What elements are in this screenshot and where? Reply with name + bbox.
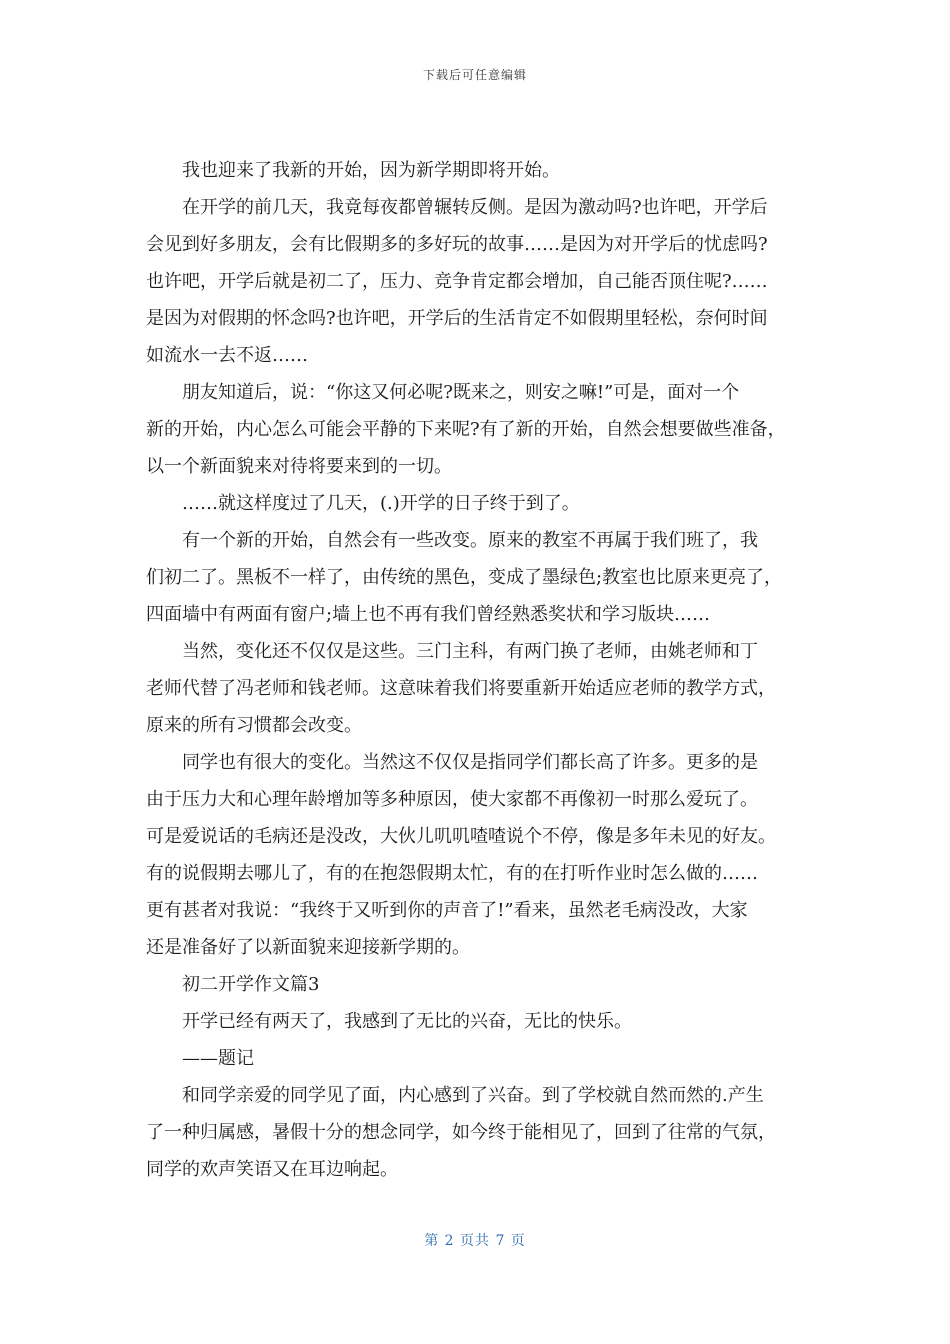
text-line: 了一种归属感，暑假十分的想念同学，如今终于能相见了，回到了往常的气氛， [146,1122,776,1143]
text-line: 们初二了。黑板不一样了，由传统的黑色，变成了墨绿色;教室也比原来更亮了， [146,567,783,588]
text-line: 和同学亲爱的同学见了面，内心感到了兴奋。到了学校就自然而然的.产生 [146,1085,764,1106]
text-line: 也许吧，开学后就是初二了，压力、竞争肯定都会增加，自己能否顶住呢?…… [146,271,768,292]
text-line: 是因为对假期的怀念吗?也许吧，开学后的生活肯定不如假期里轻松，奈何时间 [146,308,768,329]
text-line: 同学的欢声笑语又在耳边响起。 [146,1159,398,1180]
text-line: 还是准备好了以新面貌来迎接新学期的。 [146,937,470,958]
text-line: 以一个新面貌来对待将要来到的一切。 [146,456,452,477]
text-line: 有一个新的开始，自然会有一些改变。原来的教室不再属于我们班了，我 [146,530,758,551]
text-line: 由于压力大和心理年龄增加等多种原因，使大家都不再像初一时那么爱玩了。 [146,789,758,810]
text-line: 老师代替了冯老师和钱老师。这意味着我们将要重新开始适应老师的教学方式， [146,678,776,699]
document-body [146,152,826,1188]
text-line: 我也迎来了我新的开始，因为新学期即将开始。 [146,160,560,181]
page-header: 下载后可任意编辑 [422,68,527,82]
text-line: 在开学的前几天，我竟每夜都曾辗转反侧。是因为激动吗?也许吧，开学后 [146,197,768,218]
text-line: 如流水一去不返…… [146,345,308,366]
text-line: 开学已经有两天了，我感到了无比的兴奋，无比的快乐。 [146,1011,632,1032]
section-title: 初二开学作文篇3 [146,974,320,995]
text-line: 更有甚者对我说：“我终于又听到你的声音了!”看来，虽然老毛病没改，大家 [146,900,748,921]
epigraph-note: ——题记 [146,1048,254,1069]
text-line: 有的说假期去哪儿了，有的在抱怨假期太忙，有的在打听作业时怎么做的…… [146,863,758,884]
text-line: 四面墙中有两面有窗户;墙上也不再有我们曾经熟悉奖状和学习版块…… [146,604,711,625]
text-line: ……就这样度过了几天，(.)开学的日子终于到了。 [146,493,580,514]
text-line: 新的开始，内心怎么可能会平静的下来呢?有了新的开始，自然会想要做些准备， [146,419,786,440]
text-line: 当然，变化还不仅仅是这些。三门主科，有两门换了老师，由姚老师和丁 [146,641,758,662]
text-line: 同学也有很大的变化。当然这不仅仅是指同学们都长高了许多。更多的是 [146,752,758,773]
text-line: 会见到好多朋友，会有比假期多的多好玩的故事……是因为对开学后的忧虑吗? [146,234,768,255]
text-line: 可是爱说话的毛病还是没改，大伙儿叽叽喳喳说个不停，像是多年未见的好友。 [146,826,776,847]
text-line: 原来的所有习惯都会改变。 [146,715,362,736]
text-line: 朋友知道后，说：“你这又何必呢?既来之，则安之嘛!”可是，面对一个 [146,382,740,403]
page-number-footer: 第 2 页共 7 页 [424,1233,526,1249]
